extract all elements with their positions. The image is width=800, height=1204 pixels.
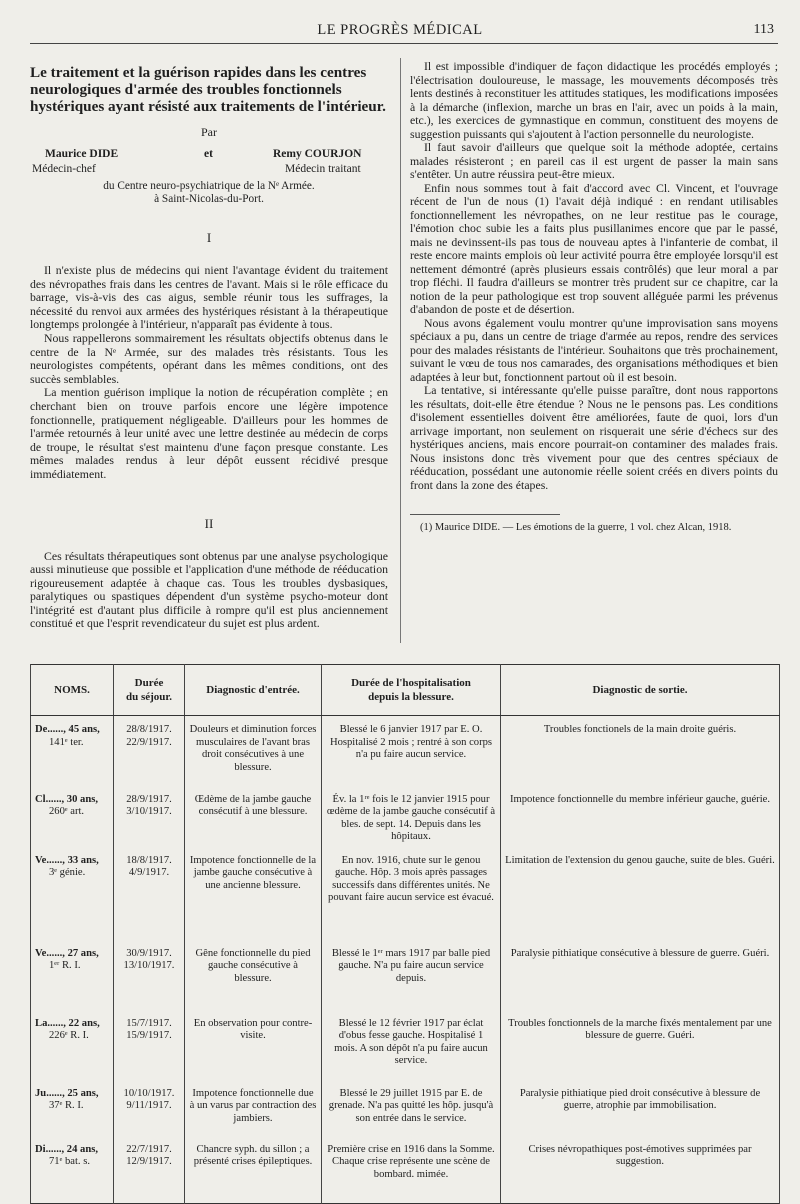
- col-header-exit-diagnosis: Diagnostic de sortie.: [501, 665, 780, 716]
- patient-name: De......, 45 ans,: [35, 724, 100, 735]
- cell-name: [31, 1080, 114, 1136]
- affiliation-line2: à Saint-Nicolas-du-Port.: [154, 193, 264, 205]
- cell-exit-diagnosis: Troubles fonctionnels de la marche fixés mentalement par une blessure de guerre. Guéri.: [501, 1010, 780, 1080]
- patient-name: Ve......, 33 ans,: [35, 854, 99, 866]
- cell-hospitalisation: En nov. 1916, chute sur le genou gauche. Hôp. 3 mois après passages successifs dans différentes unités. Ne pouvant faire aucun service est évacué.: [322, 847, 501, 940]
- cell-entry-diagnosis: En observation pour contre-visite.: [185, 1010, 322, 1080]
- stay-start: 18/8/1917.: [126, 854, 172, 866]
- stay-start: 28/8/1917.: [126, 724, 172, 735]
- patient-unit: 260ᵉ art.: [49, 806, 85, 817]
- paragraph: Enfin nous sommes tout à fait d'accord avec Cl. Vincent, et l'ouvrage récent de l'un de nous (1) l'avait déjà indiqué : en rendant utilisables fonctionnellement les névropathes, on ne leur restitue pas le courage, l'émotion choc subie les a faits plus pusillanimes encore que par le passé, mais ne devinssent-ils pas tous de nouveau aptes à l'infanterie de combat, il reste encore maints emplois où leur activité pourra être employée lorsqu'il est nettement démontré (après plusieurs essais contrôlés) que leur moral a par trop fléchi. Il faudra d'ailleurs se montrer très prudent sur ce chapitre, car la notion de la peur pathologique est trop souvent alléguée parmi les prévenus d'abandon de poste et de désertion.: [410, 180, 778, 316]
- cell-entry-diagnosis: Impotence fonctionnelle de la jambe gauche consécutive à une ancienne blessure.: [185, 847, 322, 940]
- cell-hospitalisation: Blessé le 29 juillet 1915 par E. de grenade. N'a pas quitté les hôp. jusqu'à son entrée dans le service.: [322, 1080, 501, 1136]
- cell-duration: [114, 940, 185, 1010]
- patient-name: Ju......, 25 ans,: [35, 1087, 99, 1099]
- stay-end: 13/10/1917.: [123, 960, 175, 971]
- col-header-hosp-line2: depuis la blessure.: [368, 691, 454, 703]
- cell-exit-diagnosis: Paralysie pithiatique consécutive à blessure de guerre. Guéri.: [501, 940, 780, 1010]
- cell-exit-diagnosis: Troubles fonctionels de la main droite guéris.: [501, 716, 780, 786]
- cell-exit-diagnosis: Impotence fonctionnelle du membre inférieur gauche, guérie.: [501, 786, 780, 847]
- paragraph: Nous avons également voulu montrer qu'une improvisation sans moyens spéciaux a pu, dans un centre de triage d'armée au repos, rendre des services pour des malades résistants de l'intérieur. Souhaitons que très prochainement, suivant le vœu de tous nos camarades, des organisations méthodiques et bien adaptées à leur but, fonctionnent partout où il est besoin.: [410, 315, 778, 384]
- stay-end: 4/9/1917.: [128, 867, 170, 878]
- patient-name: Cl......, 30 ans,: [35, 793, 98, 805]
- cell-hospitalisation: Blessé le 1ᵉʳ mars 1917 par balle pied gauche. N'a pu faire aucun service depuis.: [322, 940, 501, 1010]
- footnote-rule: [410, 514, 560, 515]
- article-title: Le traitement et la guérison rapides dans les centres neurologiques d'armée des troubles fonctionnels hystériques ayant résisté aux traitements de l'intérieur.: [30, 64, 386, 115]
- cell-hospitalisation: Première crise en 1916 dans la Somme. Chaque crise représente une scène de bombard. mimée.: [322, 1136, 501, 1204]
- column-divider: [400, 58, 401, 643]
- cell-duration: [114, 1080, 185, 1136]
- paragraph: Ces résultats thérapeutiques sont obtenus par une analyse psychologique aussi minutieuse que possible et l'application d'une méthode de rééducation rigoureusement adaptée à chaque cas. Tous les troubles dysbasiques, paralytiques ou spastiques dépendent d'un système psycho-moteur dont l'intégrité est d'autant plus difficile à rompre qu'il est plus anciennement constitué et que l'esprit revendicateur du sujet est plus ardent.: [30, 548, 388, 631]
- col-header-duration: [114, 665, 185, 716]
- section-heading-1: I: [206, 230, 212, 245]
- author-conjunction: et: [204, 148, 213, 160]
- patient-unit: 226ᵉ R. I.: [49, 1030, 89, 1041]
- header-rule: [30, 43, 778, 44]
- cell-exit-diagnosis: Crises névropathiques post-émotives supprimées par suggestion.: [501, 1136, 780, 1204]
- paragraph: Il est impossible d'indiquer de façon didactique les procédés employés ; l'électrisation douloureuse, le massage, les mouvements décomposés très lents destinés à reconstituer les attitudes statiques, les modifications imposées à la démarche (inflexion, marche un bras en l'air, avec un poids à la main, etc.), les exercices de gymnastique en commun, constituent des moyens de suggestion puissants qui s'ajoutent à l'action personnelle du neurologiste.: [410, 59, 778, 141]
- cell-name: [31, 847, 114, 940]
- stay-start: 30/9/1917.: [126, 947, 172, 959]
- paragraph: Nous rappellerons sommairement les résultats objectifs obtenus dans le centre de la Nᵉ Armée, sur des malades très résistants. Tous les neurologistes compétents, opérant dans les mêmes conditions, ont des succès semblables.: [30, 330, 388, 386]
- paragraph: Il faut savoir d'ailleurs que quelque soit la méthode adoptée, certains malades résisteront ; en pareil cas il est urgent de passer la main sans s'entêter. Un autre réussira peut-être mieux.: [410, 140, 778, 181]
- cell-name: [31, 1010, 114, 1080]
- patient-name: Di......, 24 ans,: [35, 1143, 98, 1155]
- journal-title: LE PROGRÈS MÉDICAL: [317, 22, 483, 38]
- col-header-duration-line2: du séjour.: [125, 691, 173, 703]
- stay-end: 3/10/1917.: [126, 806, 172, 817]
- stay-start: 28/9/1917.: [126, 793, 172, 805]
- author2-name: Remy COURJON: [273, 148, 362, 160]
- stay-end: 22/9/1917.: [126, 736, 172, 748]
- col-header-hospitalisation: [322, 665, 501, 716]
- cell-entry-diagnosis: Gêne fonctionnelle du pied gauche consécutive à blessure.: [185, 940, 322, 1010]
- patient-unit: 1ᵉʳ R. I.: [49, 960, 81, 971]
- authors-block: [30, 148, 388, 180]
- running-header: [0, 22, 800, 44]
- cell-name: [31, 940, 114, 1010]
- left-column: [30, 60, 388, 631]
- table-row: [31, 847, 780, 940]
- stay-end: 15/9/1917.: [126, 1030, 172, 1041]
- footnote: (1) Maurice DIDE. — Les émotions de la guerre, 1 vol. chez Alcan, 1918.: [420, 522, 732, 533]
- table-row: [31, 1010, 780, 1080]
- cell-duration: [114, 786, 185, 847]
- by-line: Par: [201, 125, 217, 139]
- case-table: [30, 664, 780, 1204]
- stay-end: 12/9/1917.: [126, 1156, 172, 1167]
- cell-name: [31, 786, 114, 847]
- stay-start: 10/10/1917.: [123, 1087, 175, 1099]
- author1-name: Maurice DIDE: [45, 148, 119, 160]
- table-row: [31, 1136, 780, 1204]
- col-header-entry-diagnosis: Diagnostic d'entrée.: [185, 665, 322, 716]
- cell-exit-diagnosis: Limitation de l'extension du genou gauche, suite de bles. Guéri.: [501, 847, 780, 940]
- cell-duration: [114, 716, 185, 786]
- cell-hospitalisation: Blessé le 6 janvier 1917 par E. O. Hospitalisé 2 mois ; rentré à son corps n'a pu faire aucun service.: [322, 716, 501, 786]
- col-header-duration-line1: Durée: [134, 677, 164, 689]
- author1-role: Médecin-chef: [32, 163, 96, 175]
- affiliation-line1: du Centre neuro-psychiatrique de la Nᵉ Armée.: [103, 180, 315, 192]
- paragraph: La tentative, si intéressante qu'elle puisse paraître, dont nous rapportons les résultats, doit-elle être étendue ? Nous ne le pensons pas. Les conditions d'isolement essentielles doivent être améliorées, faute de quoi, lors d'un arrivage important, non seulement on risquerait une série d'échecs sur des hystériques anciens, mais encore pourrait-on contaminer des malades frais. Nous insistons donc très vivement pour que des centres spéciaux de rééducation, possédant une autonomie réelle soient créés en divers points du front dans la zone des étapes.: [410, 383, 778, 492]
- section-heading-2: II: [204, 515, 214, 531]
- cell-duration: [114, 1010, 185, 1080]
- author2-role: Médecin traitant: [285, 163, 361, 175]
- paragraph: La mention guérison implique la notion de récupération complète ; en cherchant bien on trouve parfois encore une légère impotence fonctionnelle, pratiquement négligeable. D'ailleurs pour les hommes de l'armée retournés à leur unité avec une lettre destinée au médecin de corps de troupe, le résultat s'est maintenu d'une façon presque constante. Les mêmes malades rendus à leur dépôt eussent récidivé presque immédiatement.: [30, 385, 388, 481]
- table-row: [31, 716, 780, 786]
- cell-duration: [114, 847, 185, 940]
- patient-unit: 3ᵉ génie.: [49, 867, 86, 878]
- cell-name: [31, 716, 114, 786]
- cell-name: [31, 1136, 114, 1204]
- stay-start: 15/7/1917.: [126, 1017, 172, 1029]
- table-row: [31, 786, 780, 847]
- cell-entry-diagnosis: Œdème de la jambe gauche consécutif à une blessure.: [185, 786, 322, 847]
- col-header-hosp-line1: Durée de l'hospitalisation: [351, 677, 471, 689]
- patient-unit: 141ᵉ ter.: [49, 736, 84, 748]
- col-header-names: NOMS.: [31, 665, 114, 716]
- table-row: [31, 940, 780, 1010]
- patient-unit: 71ᵉ bat. s.: [49, 1156, 90, 1167]
- table-row: [31, 1080, 780, 1136]
- cell-duration: [114, 1136, 185, 1204]
- right-column: [410, 60, 778, 534]
- cell-hospitalisation: Blessé le 12 février 1917 par éclat d'obus fesse gauche. Hospitalisé 1 mois. A son dépôt n'a pu faire aucun service.: [322, 1010, 501, 1080]
- patient-unit: 37ᵉ R. I.: [49, 1100, 84, 1111]
- stay-end: 9/11/1917.: [126, 1100, 172, 1111]
- table-header-row: [31, 665, 780, 716]
- cell-entry-diagnosis: Douleurs et diminution forces musculaires de l'avant bras droit consécutives à une blessure.: [185, 716, 322, 786]
- stay-start: 22/7/1917.: [126, 1143, 172, 1155]
- cell-entry-diagnosis: Impotence fonctionnelle due à un varus par contraction des jambiers.: [185, 1080, 322, 1136]
- cell-entry-diagnosis: Chancre syph. du sillon ; a présenté crises épileptiques.: [185, 1136, 322, 1204]
- patient-name: Ve......, 27 ans,: [35, 947, 99, 959]
- cell-exit-diagnosis: Paralysie pithiatique pied droit consécutive à blessure de guerre, atrophie par immobilisation.: [501, 1080, 780, 1136]
- patient-name: La......, 22 ans,: [35, 1017, 100, 1029]
- cell-hospitalisation: Év. la 1ʳᵉ fois le 12 janvier 1915 pour œdème de la jambe gauche consécutif à bles. de sept. 14. Depuis dans les hôpitaux.: [322, 786, 501, 847]
- paragraph: Il n'existe plus de médecins qui nient l'avantage évident du traitement des névropathes frais dans les centres de l'avant. Mais si le rôle efficace du barrage, vis-à-vis des cas aigus, semble réunir tous les suffrages, la nécessité du renvoi aux armées des hystériques résistant à la thérapeutique longtemps prolongée à l'intérieur, n'apparaît pas évidente à tous.: [30, 263, 388, 332]
- page-number: 113: [753, 22, 774, 37]
